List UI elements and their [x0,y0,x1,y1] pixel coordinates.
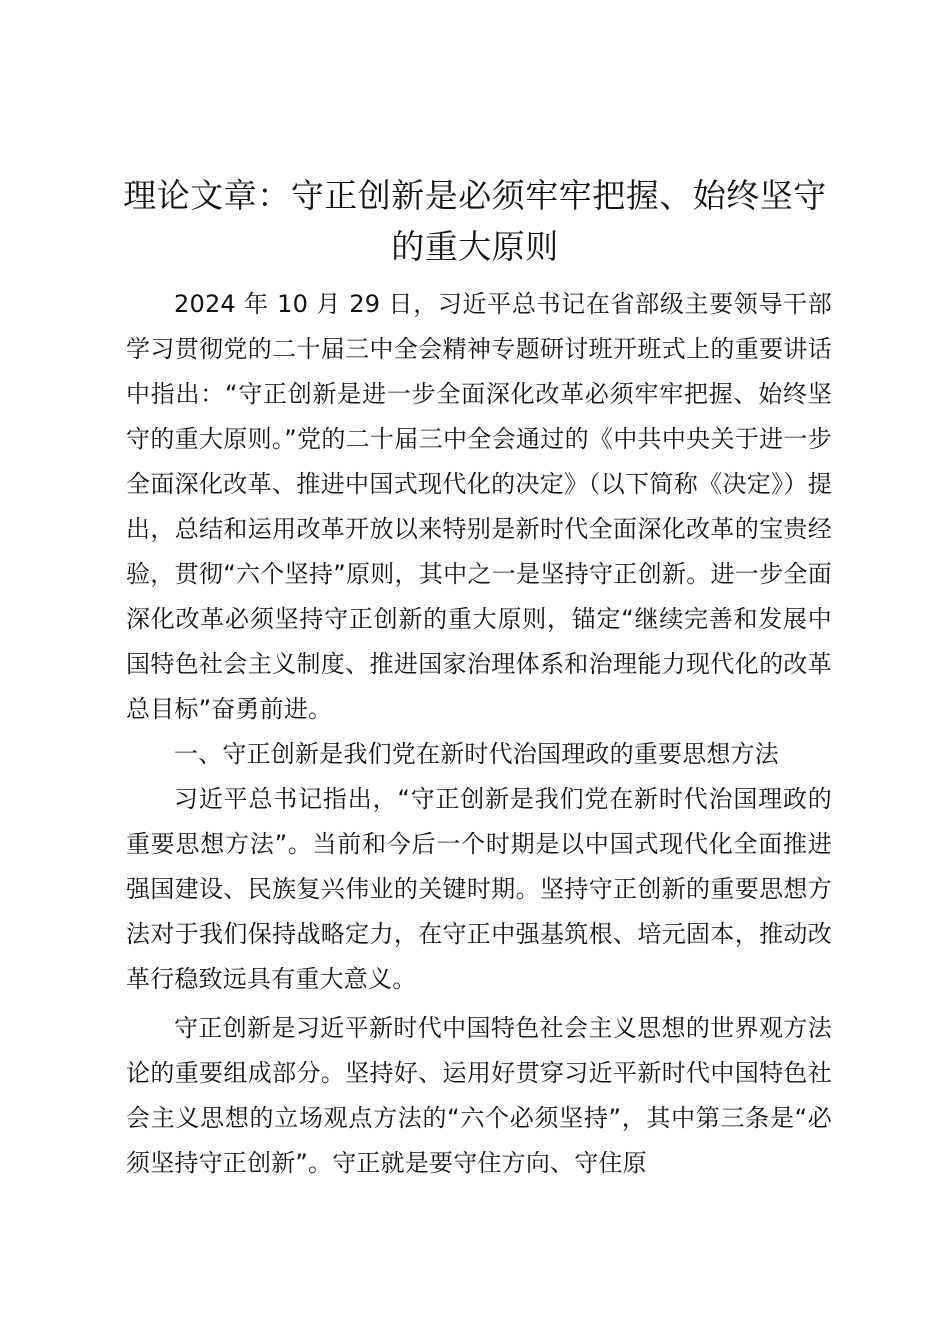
document-title: 理论文章：守正创新是必须牢牢把握、始终坚守的重大原则 [123,176,827,266]
section-heading-1: 一、守正创新是我们党在新时代治国理政的重要思想方法 [174,740,779,768]
paragraph-intro: 2024 年 10 月 29 日，习近平总书记在省部级主要领导干部学习贯彻党的二十届三中全会精神专题研讨班开班式上的重要讲话中指出：“守正创新是进一步全面深化改革必须牢牢把握、始终坚守的重大原则。”党的二十届三中全会通过的《中共中央关于进一步全面深化改革、推进中国式现代化的决定》（以下简称《决定》）提出，总结和运用改革开放以来特别是新时代全面深化改革的宝贵经验，贯彻“六个坚持”原则，其中之一是坚持守正创新。进一步全面深化改革必须坚持守正创新的重大原则，锚定“继续完善和发展中国特色社会主义制度、推进国家治理体系和治理能力现代化的改革总目标”奋勇前进。 [126,290,832,723]
document-body [126,282,832,1186]
paragraph-worldview: 守正创新是习近平新时代中国特色社会主义思想的世界观方法论的重要组成部分。坚持好、运用好贯穿习近平新时代中国特色社会主义思想的立场观点方法的“六个必须坚持”，其中第三条是“必须坚持守正创新”。守正就是要守住方向、守住原 [126,1014,832,1177]
paragraph-section-1: 习近平总书记指出，“守正创新是我们党在新时代治国理政的重要思想方法”。当前和今后一个时期是以中国式现代化全面推进强国建设、民族复兴伟业的关键时期。坚持守正创新的重要思想方法对于我们保持战略定力，在守正中强基筑根、培元固本，推动改革行稳致远具有重大意义。 [126,785,832,993]
